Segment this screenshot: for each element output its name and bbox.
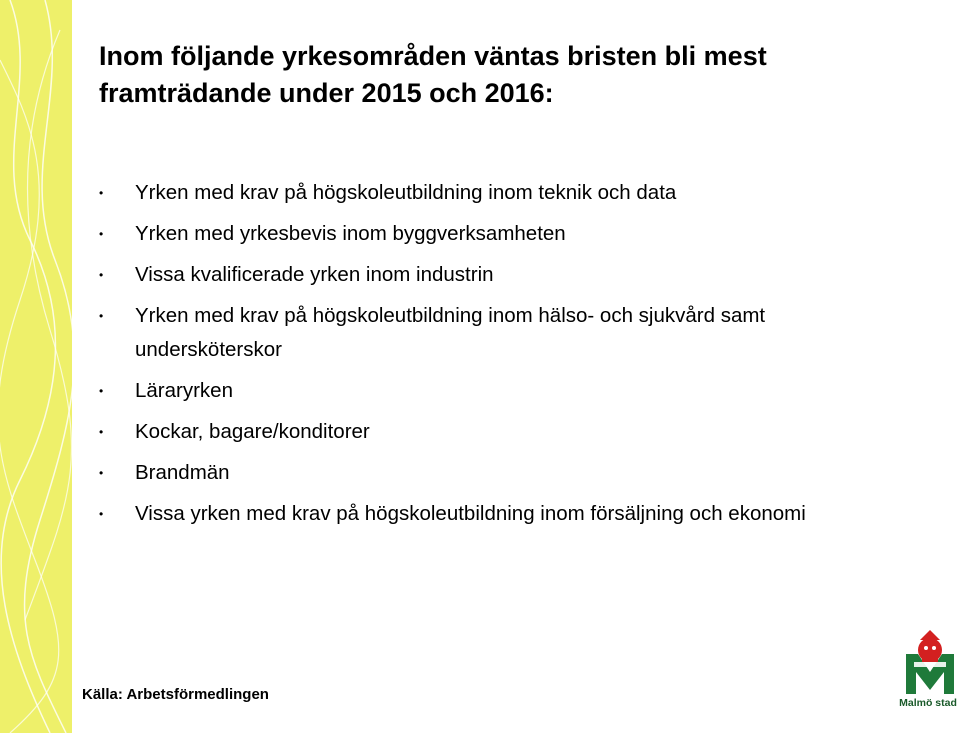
source-caption: Källa: Arbetsförmedlingen — [82, 686, 269, 703]
list-item: • Läraryrken — [99, 374, 899, 408]
list-item: • Yrken med krav på högskoleutbildning inom teknik och data — [99, 176, 899, 210]
list-item: • Brandmän — [99, 456, 899, 490]
slide-title: Inom följande yrkesområden väntas bristen bli mest framträdande under 2015 och 2016: — [99, 41, 767, 108]
list-item: • Kockar, bagare/konditorer — [99, 415, 899, 449]
decorative-swirl-lines — [0, 0, 72, 733]
list-item: • Vissa yrken med krav på högskoleutbildning inom försäljning och ekonomi — [99, 497, 899, 531]
list-item: • Yrken med yrkesbevis inom byggverksamheten — [99, 217, 899, 251]
list-item: • Yrken med krav på högskoleutbildning inom hälso- och sjukvård samt undersköterskor — [99, 299, 899, 367]
bullet-list — [99, 176, 899, 531]
decorative-side-band — [0, 0, 72, 733]
logo-label: Malmö stad — [899, 697, 957, 709]
list-item: • Vissa kvalificerade yrken inom industrin — [99, 258, 899, 292]
